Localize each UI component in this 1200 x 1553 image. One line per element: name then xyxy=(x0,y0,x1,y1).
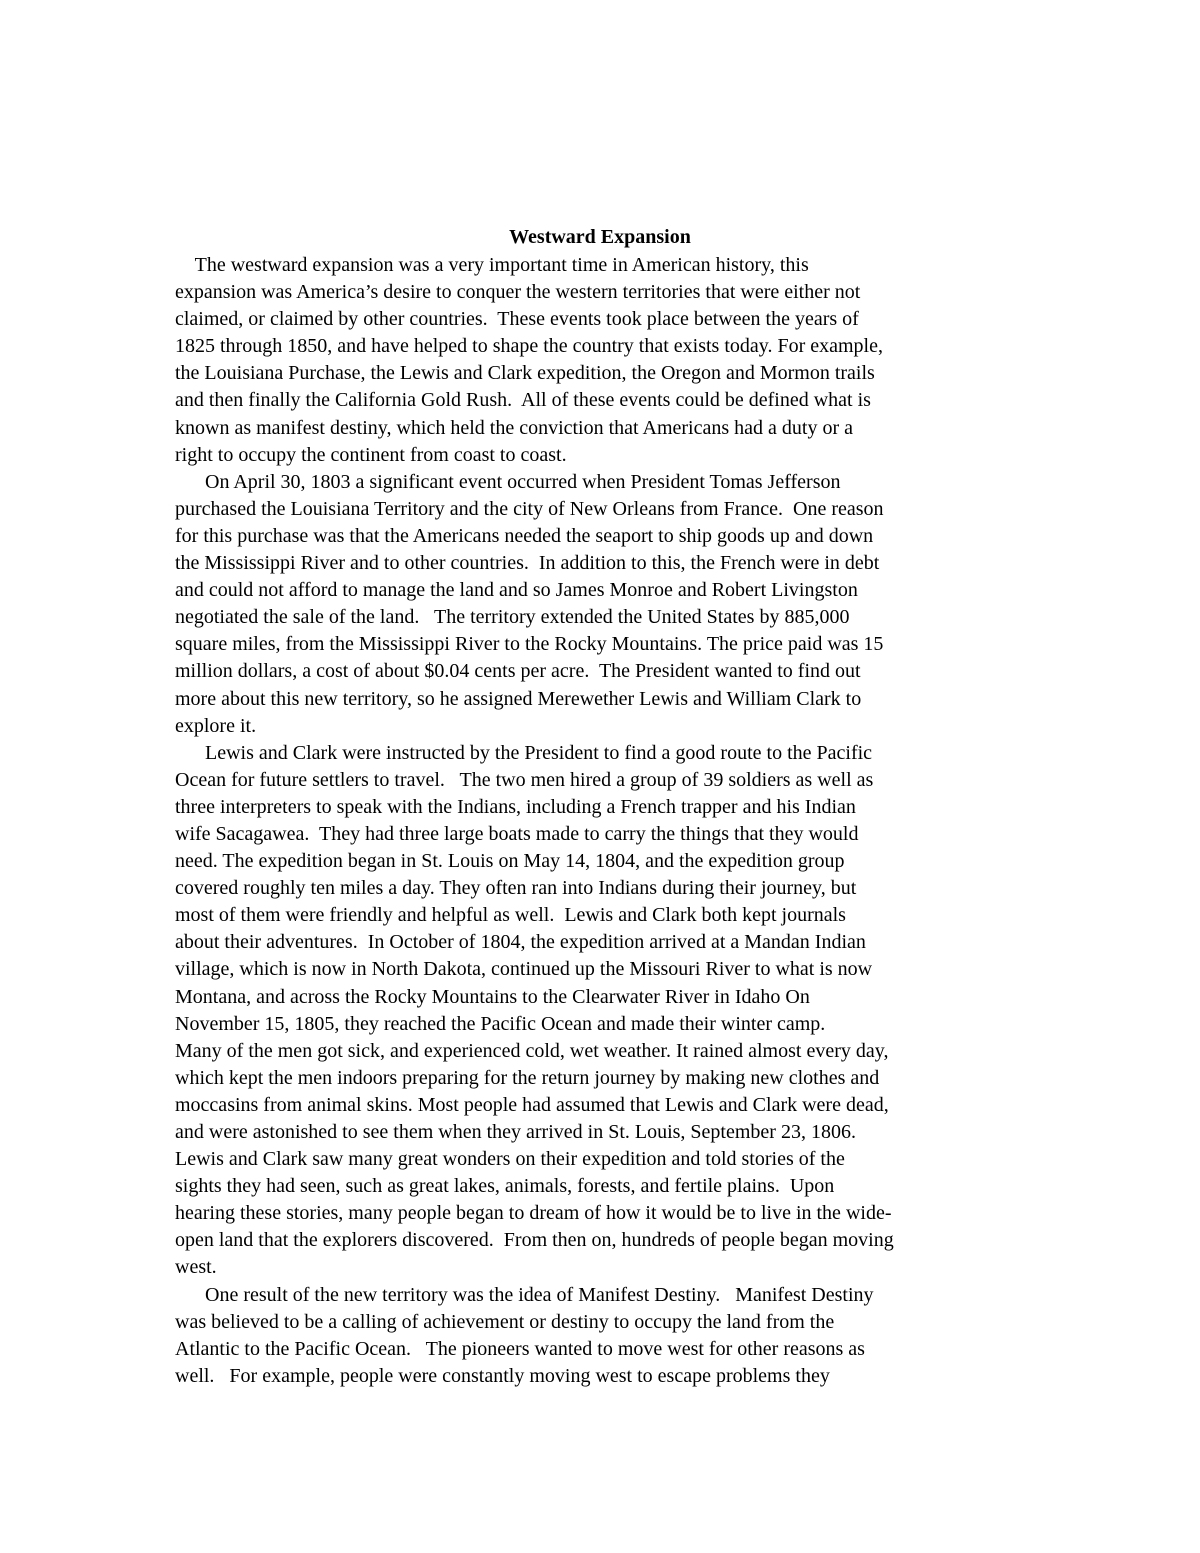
body-text-line: village, which is now in North Dakota, continued up the Missouri River to what is now xyxy=(175,958,873,981)
body-text-line: One result of the new territory was the idea of Manifest Destiny. Manifest Destiny xyxy=(175,1283,874,1306)
body-text-line: and then finally the California Gold Rush. All of these events could be defined what is xyxy=(175,389,871,412)
body-text-line: known as manifest destiny, which held the conviction that Americans had a duty or a xyxy=(175,416,853,439)
body-text-line: well. For example, people were constantly moving west to escape problems they xyxy=(175,1364,830,1387)
body-text-line: need. The expedition began in St. Louis on May 14, 1804, and the expedition group xyxy=(175,850,845,873)
body-text-line: which kept the men indoors preparing for the return journey by making new clothes and xyxy=(175,1066,880,1089)
body-text-line: Montana, and across the Rocky Mountains to the Clearwater River in Idaho On xyxy=(175,985,810,1008)
body-text-line: and could not afford to manage the land and so James Monroe and Robert Livingston xyxy=(175,579,858,602)
body-text-line: open land that the explorers discovered. From then on, hundreds of people began moving xyxy=(175,1229,894,1252)
body-text-line: Ocean for future settlers to travel. The two men hired a group of 39 soldiers as well as xyxy=(175,768,874,791)
body-text-line: negotiated the sale of the land. The territory extended the United States by 885,000 xyxy=(175,606,850,629)
body-text-line: million dollars, a cost of about $0.04 cents per acre. The President wanted to find out xyxy=(175,660,861,683)
body-text-line: west. xyxy=(175,1256,217,1279)
body-text-line: square miles, from the Mississippi River to the Rocky Mountains. The price paid was 15 xyxy=(175,633,884,656)
body-text-line: claimed, or claimed by other countries. These events took place between the years of xyxy=(175,308,859,331)
body-text-line: The westward expansion was a very important time in American history, this xyxy=(175,254,809,276)
body-text-line: more about this new territory, so he assigned Merewether Lewis and William Clark to xyxy=(175,687,862,710)
document-body xyxy=(175,252,1035,1390)
body-text-line: purchased the Louisiana Territory and the city of New Orleans from France. One reason xyxy=(175,497,884,520)
body-text-line: covered roughly ten miles a day. They often ran into Indians during their journey, but xyxy=(175,877,857,900)
body-text-line: sights they had seen, such as great lakes, animals, forests, and fertile plains. Upon xyxy=(175,1175,835,1198)
body-text-line: moccasins from animal skins. Most people had assumed that Lewis and Clark were dead, xyxy=(175,1093,889,1116)
body-text-line: hearing these stories, many people began to dream of how it would be to live in the wide- xyxy=(175,1202,892,1225)
body-text-line: November 15, 1805, they reached the Pacific Ocean and made their winter camp. xyxy=(175,1012,826,1035)
body-text-line: about their adventures. In October of 1804, the expedition arrived at a Mandan Indian xyxy=(175,931,866,954)
body-text-line: most of them were friendly and helpful as well. Lewis and Clark both kept journals xyxy=(175,904,846,927)
body-text-line: the Louisiana Purchase, the Lewis and Clark expedition, the Oregon and Mormon trails xyxy=(175,362,875,385)
body-text-line: Atlantic to the Pacific Ocean. The pioneers wanted to move west for other reasons as xyxy=(175,1337,865,1360)
document-title: Westward Expansion xyxy=(509,226,691,248)
body-text-line: was believed to be a calling of achievement or destiny to occupy the land from the xyxy=(175,1310,835,1333)
body-text-line: 1825 through 1850, and have helped to shape the country that exists today. For example, xyxy=(175,335,883,358)
body-text-line: the Mississippi River and to other countries. In addition to this, the French were in debt xyxy=(175,552,880,575)
body-text-line: Many of the men got sick, and experienced cold, wet weather. It rained almost every day, xyxy=(175,1039,889,1062)
body-text-line: Lewis and Clark saw many great wonders on their expedition and told stories of the xyxy=(175,1148,845,1171)
body-text-line: explore it. xyxy=(175,714,257,737)
body-text-line: Lewis and Clark were instructed by the President to find a good route to the Pacific xyxy=(175,741,873,764)
body-text-line: three interpreters to speak with the Indians, including a French trapper and his Indian xyxy=(175,795,856,818)
body-text-line: expansion was America’s desire to conquer the western territories that were either not xyxy=(175,281,861,304)
body-text-line: and were astonished to see them when they arrived in St. Louis, September 23, 1806. xyxy=(175,1121,856,1143)
body-text-line: for this purchase was that the Americans needed the seaport to ship goods up and down xyxy=(175,524,874,547)
body-text-line: On April 30, 1803 a significant event occurred when President Tomas Jefferson xyxy=(175,470,841,493)
body-text-line: wife Sacagawea. They had three large boats made to carry the things that they would xyxy=(175,822,859,845)
body-text-line: right to occupy the continent from coast to coast. xyxy=(175,443,567,466)
